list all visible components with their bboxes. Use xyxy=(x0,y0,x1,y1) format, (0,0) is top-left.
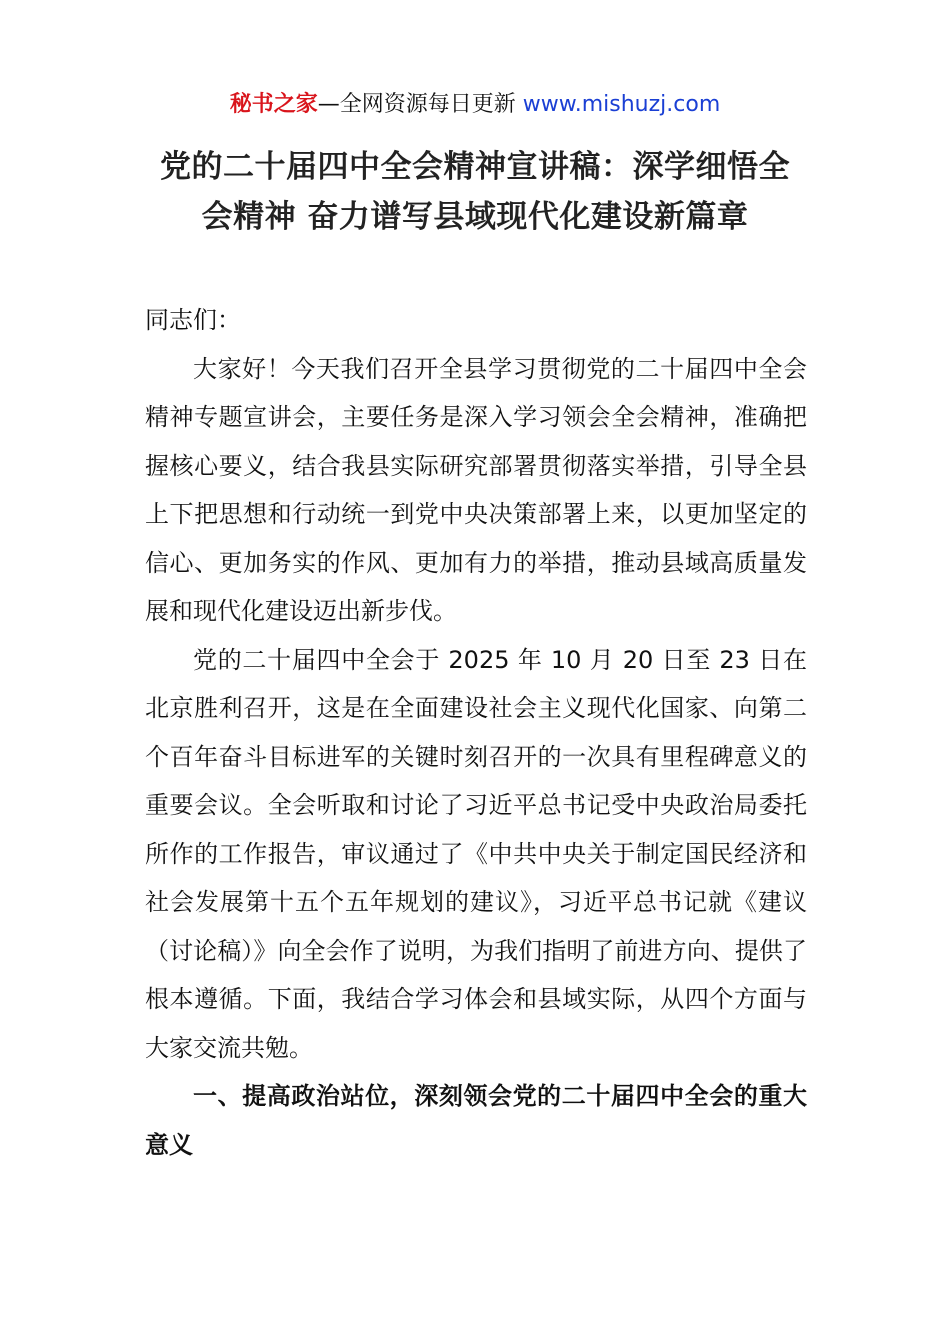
document-title xyxy=(150,142,800,242)
site-tagline: —全网资源每日更新 xyxy=(317,92,523,117)
paragraph-1: 大家好！今天我们召开全县学习贯彻党的二十届四中全会精神专题宣讲会，主要任务是深入学习领会全会精神，准确把握核心要义，结合我县实际研究部署贯彻落实举措，引导全县上下把思想和行动统一到党中央决策部署上来，以更加坚定的信心、更加务实的作风、更加有力的举措，推动县域高质量发展和现代化建设迈出新步伐。 xyxy=(145,354,807,625)
section-heading: 一、提高政治站位，深刻领会党的二十届四中全会的重大意义 xyxy=(145,1082,807,1159)
site-url-link[interactable]: www.mishuzj.com xyxy=(522,92,721,117)
title-line-1: 党的二十届四中全会精神宣讲稿：深学细悟全 xyxy=(160,149,790,185)
title-line-2: 会精神 奋力谱写县域现代化建设新篇章 xyxy=(201,199,749,235)
greeting: 同志们： xyxy=(145,306,241,334)
document-body xyxy=(145,296,807,1169)
paragraph-2: 党的二十届四中全会于 2025 年 10 月 20 日至 23 日在北京胜利召开，这是在全面建设社会主义现代化国家、向第二个百年奋斗目标进军的关键时刻召开的一次具有里程碑意义的重要会议。全会听取和讨论了习近平总书记受中央政治局委托所作的工作报告，审议通过了《中共中央关于制定国民经济和社会发展第十五个五年规划的建议》，习近平总书记就《建议（讨论稿）》向全会作了说明，为我们指明了前进方向、提供了根本遵循。下面，我结合学习体会和县域实际，从四个方面与大家交流共勉。 xyxy=(145,645,807,1062)
site-header xyxy=(0,88,950,122)
site-brand: 秘书之家 xyxy=(229,92,318,117)
